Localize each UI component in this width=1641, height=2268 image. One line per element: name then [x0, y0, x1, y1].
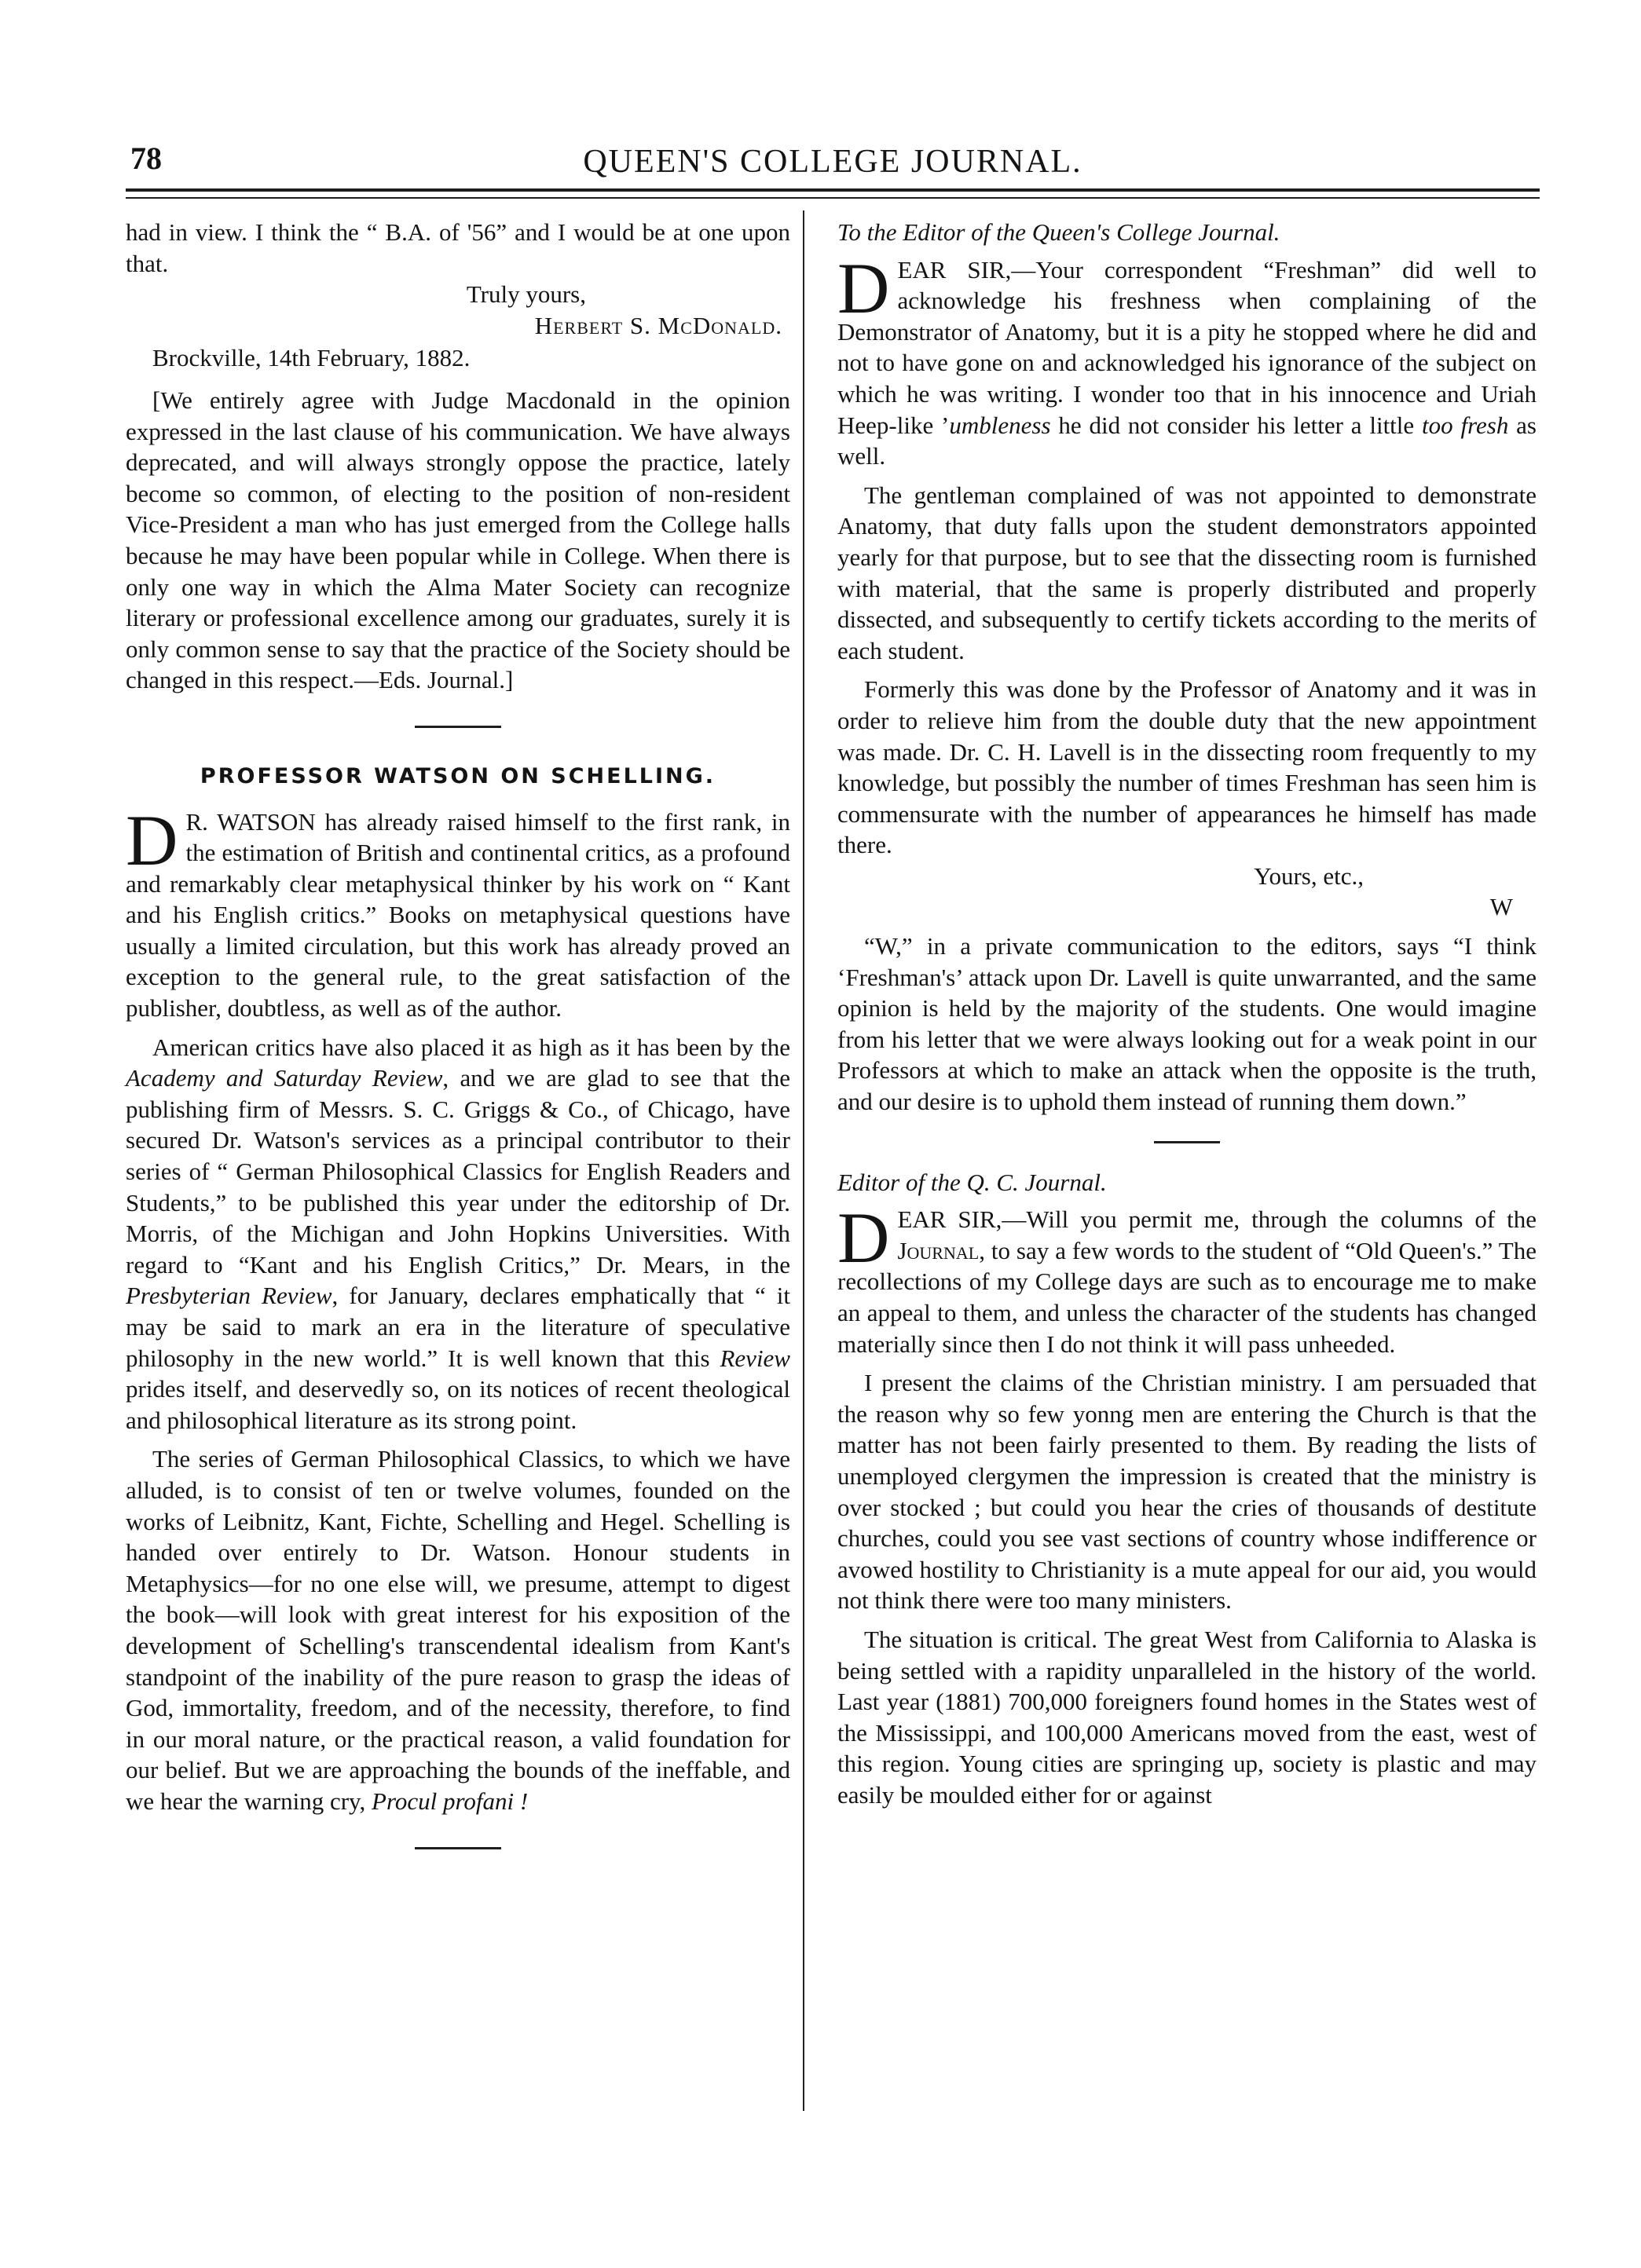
section-divider — [1154, 1141, 1220, 1143]
letter-1-text-a: EAR SIR,—Your correspondent “Freshman” did well to acknowledge his freshness when complaining of the Demonstrator of Anatomy, but it is a pity he stopped where he did and not to have gone on and acknowledged his ignorance of the subject on which he was writing. I wonder too that in his innocence and Uriah Heep-like ’ — [837, 255, 1537, 439]
drop-cap: D — [837, 1198, 890, 1278]
publication-title: Review — [720, 1344, 790, 1372]
letter-1-salutation: To the Editor of the Queen's College Journal. — [837, 218, 1280, 246]
paragraph-2-text-a: American critics have also placed it as high as it has been by the — [152, 1033, 790, 1061]
letter-1-text-b: he did not consider his letter a little — [1050, 411, 1423, 439]
journal-title: QUEEN'S COLLEGE JOURNAL. — [583, 144, 1082, 180]
article-paragraph-3 — [126, 1443, 790, 1816]
letter-signature: Herbert S. McDonald. — [534, 311, 782, 339]
page-number: 78 — [130, 141, 162, 176]
section-divider — [415, 1847, 501, 1849]
journal-name: Journal — [897, 1236, 980, 1264]
paragraph-2-text-b: , and we are glad to see that the publishing firm of Messrs. S. C. Griggs & Co., of Chicago, have secured Dr. Watson's services as a principal contributor to their series of “ German Philosophical Classics for English Readers and Students,” to be published this year under the editorship of Dr. Morris, of the Michigan and John Hopkins Universities. With regard to “Kant and his English Critics,” Dr. Mears, in the — [126, 1064, 791, 1278]
letter-2-paragraph-3: The situation is critical. The great West from California to Alaska is being settled with a rapidity unparalleled in the history of the world. Last year (1881) 700,000 foreigners found homes in the States west of the Mississippi, and 100,000 Americans moved from the east, west of this region. Young cities are springing up, society is plastic and may easily be moulded either for or against — [837, 1625, 1537, 1809]
italic-word: umbleness — [949, 411, 1051, 439]
paragraph-2-text-d: prides itself, and deservedly so, on its notices of recent theological and philosophical literature as its strong point. — [126, 1375, 790, 1434]
article-heading: PROFESSOR WATSON ON SCHELLING. — [200, 763, 716, 788]
right-column — [837, 217, 1537, 1811]
paragraph-3-text: The series of German Philosophical Classics, to which we have alluded, is to consist of ten or twelve volumes, founded on the works of Leibnitz, Kant, Fichte, Schelling and Hegel. Schelling is handed over entirely to Dr. Watson. Honour students in Metaphysics—for no one else will, we presume, attempt to digest the book—will look with great interest for his exposition of the development of Schelling's transcendental idealism from Kant's standpoint of the inability of the pure reason to grasp the ideas of God, immortality, freedom, and of the necessity, therefore, to find in our moral nature, or the practical reason, a valid foundation for our belief. But we are approaching the bounds of the ineffable, and we hear the warning cry, — [126, 1445, 790, 1815]
editorial-note: [We entirely agree with Judge Macdonald in the opinion expressed in the last clause of his communication. We have always deprecated, and will always strongly oppose the practice, lately become so common, of electing to the position of non-resident Vice-President a man who has just emerged from the College halls because he may have been popular while in College. When there is only one way in which the Alma Mater Society can recognize literary or professional excellence among our graduates, surely it is only common sense to say that the practice of the Society should be changed in this respect.—Eds. Journal.] — [126, 386, 790, 694]
italic-phrase: too fresh — [1422, 411, 1509, 439]
letter-1-paragraph-1 — [837, 247, 1537, 472]
letter-2-text-a: EAR SIR,—Will you permit me, through the columns of the — [897, 1205, 1537, 1234]
drop-cap: D — [837, 247, 890, 328]
letter-2-text-b: , to say a few words to the student of “Old Queen's.” The recollections of my College days are such as to encourage me to make an appeal to them, and unless the character of the students has changed materially since then I do not think it will pass unheeded. — [837, 1236, 1537, 1358]
letter-2-paragraph-1 — [837, 1198, 1537, 1359]
letter-continuation-text: had in view. I think the “ B.A. of '56” and I would be at one upon that. — [126, 218, 790, 277]
article-paragraph-1-text: R. WATSON has already raised himself to the first rank, in the estimation of British and continental critics, as a profound and remarkably clear metaphysical thinker by his work on “ Kant and his English critics.” Books on metaphysical questions have usually a limited circulation, but this work has already proved an exception to the general rule, to the great satisfaction of the publisher, doubtless, as well as of the author. — [126, 807, 790, 1022]
editor-note: “W,” in a private communication to the editors, says “I think ‘Freshman's’ attack upon Dr. Lavell is quite unwarranted, and the same opinion is held by the majority of the students. One would imagine from his letter that we were always looking out for a weak point in our Professors at which to make an attack when the opposite is the truth, and our desire is to uphold them instead of running them down.” — [837, 932, 1537, 1116]
latin-phrase: Procul profani ! — [372, 1787, 529, 1815]
drop-cap: D — [126, 799, 178, 880]
section-divider — [415, 726, 501, 728]
header-rule-thin — [126, 197, 1540, 199]
letter-dateline: Brockville, 14th February, 1882. — [152, 344, 471, 372]
publication-title: Presbyterian Review — [126, 1282, 332, 1310]
paragraph-2-text-c: , for January, declares emphatically that “ it may be said to mark an era in the literature of speculative philosophy in the new world.” It is well known that this — [126, 1282, 790, 1372]
article-paragraph-1 — [126, 799, 790, 1024]
letter-1-text-c: as well. — [837, 411, 1537, 470]
letter-1-paragraph-2: The gentleman complained of was not appointed to demonstrate Anatomy, that duty falls upon the student demonstrators appointed yearly for that purpose, but to see that the dissecting room is furnished with material, that the same is properly distributed and properly dissected, and subsequently to certify tickets according to the merits of each student. — [837, 481, 1537, 664]
letter-1-paragraph-3: Formerly this was done by the Professor of Anatomy and it was in order to relieve him from the double duty that the new appointment was made. Dr. C. H. Lavell is in the dissecting room frequently to my knowledge, but possibly the number of times Freshman has seen him is commensurate with the number of appearances he himself has made there. — [837, 675, 1537, 859]
letter-1-signature: W — [1489, 893, 1513, 921]
article-paragraph-2 — [126, 1032, 790, 1436]
page-header — [126, 140, 1540, 187]
letter-closing: Truly yours, — [466, 280, 586, 309]
left-column — [126, 217, 790, 1882]
column-divider — [803, 210, 804, 2111]
header-rule-thick — [126, 188, 1540, 192]
letter-2-salutation: Editor of the Q. C. Journal. — [837, 1168, 1107, 1196]
letter-1-closing: Yours, etc., — [1254, 861, 1364, 890]
publication-title: Academy and Saturday Review — [126, 1064, 443, 1092]
letter-2-paragraph-2: I present the claims of the Christian ministry. I am persuaded that the reason why so few yonng men are entering the Church is that the matter has not been fairly presented to them. By reading the lists of unemployed clergymen the impression is created that the ministry is over stocked ; but could you hear the cries of thousands of destitute churches, could you see vast sections of country whose indifference or avowed hostility to Christianity is a mute appeal for our aid, you would not think there were too many ministers. — [837, 1369, 1537, 1615]
